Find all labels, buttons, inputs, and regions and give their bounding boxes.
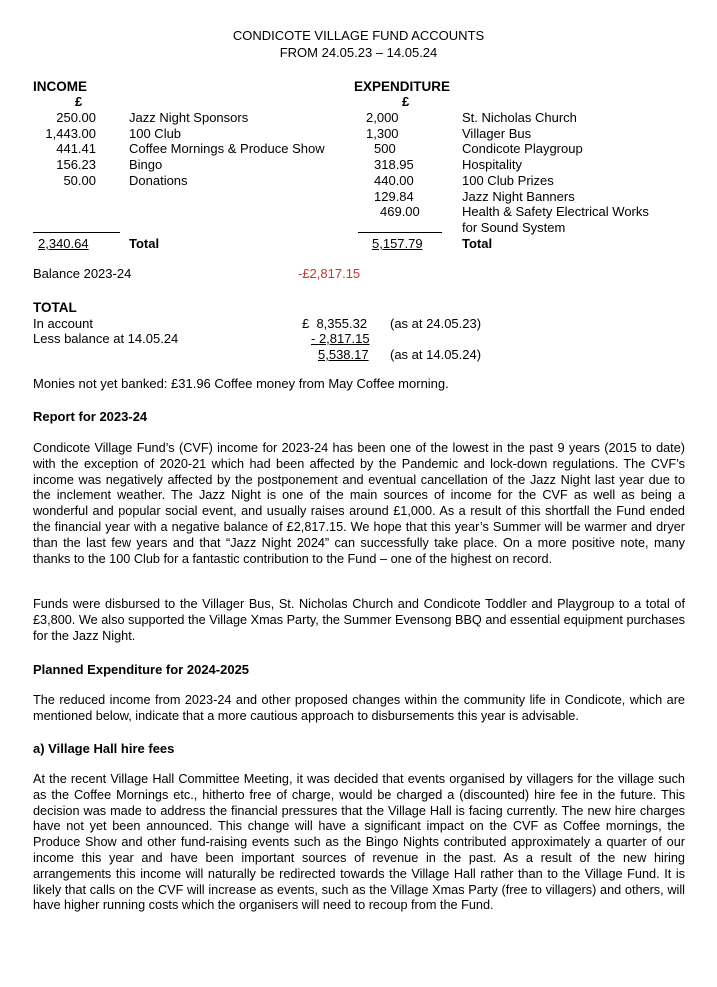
expenditure-label-continued: for Sound System xyxy=(462,220,566,235)
monies-note: Monies not yet banked: £31.96 Coffee money from May Coffee morning. xyxy=(33,376,449,391)
income-label: Bingo xyxy=(129,157,163,172)
section-a-heading: a) Village Hall hire fees xyxy=(33,741,175,756)
income-total-amount: 2,340.64 xyxy=(38,236,89,251)
expenditure-amount: 1,300 xyxy=(366,126,399,141)
expenditure-amount: 129.84 xyxy=(374,189,414,204)
less-balance-label: Less balance at 14.05.24 xyxy=(33,331,179,346)
expenditure-currency: £ xyxy=(402,94,410,109)
expenditure-amount: 440.00 xyxy=(374,173,414,188)
expenditure-amount: 318.95 xyxy=(374,157,414,172)
balance-label: Balance 2023-24 xyxy=(33,266,132,281)
planned-heading: Planned Expenditure for 2024-2025 xyxy=(33,662,250,677)
income-label: Donations xyxy=(129,173,188,188)
result-note: (as at 14.05.24) xyxy=(390,347,482,362)
income-amount: 156.23 xyxy=(56,157,96,172)
expenditure-label: 100 Club Prizes xyxy=(462,173,554,188)
in-account-note: (as at 24.05.23) xyxy=(390,316,482,331)
expenditure-heading: EXPENDITURE xyxy=(354,79,451,94)
expenditure-label: Hospitality xyxy=(462,157,522,172)
income-amount: 441.41 xyxy=(56,141,96,156)
planned-paragraph: The reduced income from 2023-24 and other proposed changes within the community life in Condicote, which are mentioned below, indicate that a more cautious approach to disbursements this year is advisable. xyxy=(33,693,685,723)
expenditure-amount: 2,000 xyxy=(366,110,399,125)
in-account-label: In account xyxy=(33,316,93,331)
report-paragraph-1: Condicote Village Fund’s (CVF) income for 2023-24 has been one of the lowest in the past 9 years (2015 to date) with the exception of 2020-21 which had been affected by the Pandemic and lock-down regulations. The CVF’s income was negatively affected by the postponement and eventual cancellation of the Jazz Night last year due to the inclement weather. The Jazz Night is one of the main sources of income for the CVF as well as being a wonderful and popular social event, and usually raises around £1,000. As a result of this shortfall the Fund ended the financial year with a negative balance of £2,817.15. We hope that this year’s Summer will be warmer and dryer than the last few years and that “Jazz Night 2024” can successfully take place. On a more positive note, many thanks to the 100 Club for a fantastic contribution to the Fund – one of the highest on record. xyxy=(33,441,685,566)
expenditure-label: Health & Safety Electrical Works xyxy=(462,204,649,219)
expenditure-label: Villager Bus xyxy=(462,126,532,141)
income-label: Coffee Mornings & Produce Show xyxy=(129,141,325,156)
expenditure-amount: 469.00 xyxy=(380,204,420,219)
expenditure-total-label: Total xyxy=(462,236,493,251)
income-amount: 1,443.00 xyxy=(45,126,96,141)
report-heading: Report for 2023-24 xyxy=(33,409,148,424)
income-heading: INCOME xyxy=(33,79,87,94)
expenditure-total-amount: 5,157.79 xyxy=(372,236,423,251)
income-currency: £ xyxy=(75,94,83,109)
expenditure-total-rule xyxy=(358,232,442,233)
report-paragraph-2: Funds were disbursed to the Villager Bus, St. Nicholas Church and Condicote Toddler and Playgroup to a total of £3,800. We also supported the Village Xmas Party, the Summer Evensong BBQ and essential equipment purchases for the Jazz Night. xyxy=(33,597,685,643)
less-balance-value: - 2,817.15 xyxy=(311,331,370,346)
expenditure-label: Condicote Playgroup xyxy=(462,141,583,156)
section-a-paragraph: At the recent Village Hall Committee Meeting, it was decided that events organised by villagers for the village such as the Coffee Mornings etc., hitherto free of charge, would be charged a (discounted) hire fee in the future. This decision was made to address the financial pressures that the Village Hall is facing currently. The new hire charges have not yet been announced. This change will have a significant impact on the CVF as Coffee mornings, the Produce Show and other fund-raising events such as the Bingo Nights contributed approximately a quarter of our income this year and have been important sources of revenue in the past. As a result of the new hiring arrangements this income will naturally be redirected towards the Village Hall rather than to the Village Fund. It is likely that calls on the CVF will increase as events, such as the Village Xmas Party (free to villagers) and others, will have higher running costs which the organisers will need to recoup from the Fund. xyxy=(33,772,685,913)
balance-value: -£2,817.15 xyxy=(298,266,361,281)
income-total-rule xyxy=(33,232,120,233)
expenditure-amount: 500 xyxy=(374,141,396,156)
result-value: 5,538.17 xyxy=(318,347,369,362)
document-period: FROM 24.05.23 – 14.05.24 xyxy=(279,45,438,60)
income-label: 100 Club xyxy=(129,126,182,141)
expenditure-label: Jazz Night Banners xyxy=(462,189,575,204)
total-heading: TOTAL xyxy=(33,300,77,315)
income-label: Jazz Night Sponsors xyxy=(129,110,249,125)
income-amount: 250.00 xyxy=(56,110,96,125)
income-amount: 50.00 xyxy=(63,173,96,188)
income-total-label: Total xyxy=(129,236,160,251)
in-account-value: £ 8,355.32 xyxy=(302,316,368,331)
expenditure-label: St. Nicholas Church xyxy=(462,110,577,125)
document-title: CONDICOTE VILLAGE FUND ACCOUNTS xyxy=(232,28,485,43)
